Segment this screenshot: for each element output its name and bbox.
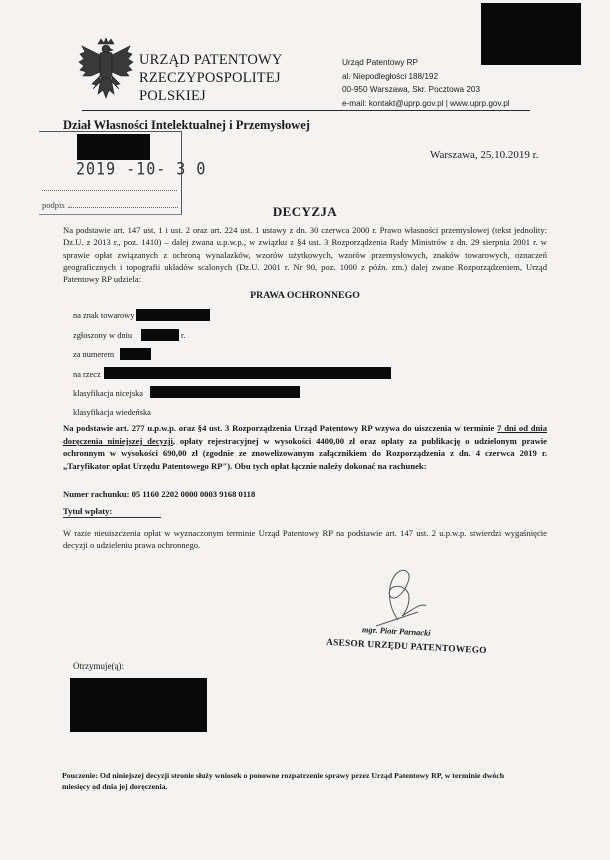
payment-text-1: Na podstawie art. 277 u.p.w.p. oraz §4 ust. 3 Rozporządzenia Urząd Patentowy RP wzywa do uiszczenia w terminie (63, 423, 498, 433)
handwritten-signature-icon (368, 566, 448, 628)
signatory-name: mgr. Piotr Parnacki (361, 625, 431, 638)
polish-eagle-emblem-icon (78, 38, 134, 104)
redaction-recipient (70, 678, 207, 732)
header-divider (82, 110, 530, 111)
office-name-line-1: URZĄD PATENTOWY (139, 52, 283, 68)
transfer-title-label: Tytuł wpłaty: (63, 506, 113, 516)
payment-paragraph (63, 422, 547, 472)
redaction-stamp (77, 134, 150, 160)
redaction-header (481, 3, 581, 65)
department-name: Dział Własności Intelektualnej i Przemysłowej (63, 118, 310, 132)
contact-street: al. Niepodległości 188/192 (342, 71, 439, 81)
field-filed-on-suffix: r. (181, 331, 186, 340)
transfer-title-underline (63, 517, 161, 518)
office-name (139, 51, 283, 105)
contact-city: 00-950 Warszawa, Skr. Pocztowa 203 (342, 85, 481, 94)
redaction-trademark (136, 309, 210, 321)
document-subtitle: PRAWA OCHRONNEGO (250, 290, 360, 301)
stamp-signature-label: podpis (42, 200, 65, 210)
field-nice-label: klasyfikacja nicejska (73, 389, 143, 398)
field-filed-on-label: zgłoszony w dniu (73, 331, 133, 340)
redaction-owner (104, 367, 391, 379)
recipients-label: Otrzymuje(ą): (73, 661, 124, 671)
stamp-dotted-line (42, 190, 177, 191)
stamp-date: 2019 -10- 3 0 (76, 158, 207, 180)
appeal-notice: Pouczenie: Od niniejszej decyzji stronie służy wniosek o ponowne rozpatrzenie sprawy przez Urząd Patentowy RP, w terminie dwóch miesięcy od dnia jej doręczenia. (62, 771, 505, 791)
intro-paragraph: Na podstawie art. 147 ust. 1 i ust. 2 oraz art. 224 ust. 1 ustawy z dn. 30 czerwca 2000 r. Prawo własności przemysłowej (tekst jednolity: Dz.U. z 2013 r., poz. 1410) – dalej zwana u.p.w.p., w związku z §4 ust. 3 Rozporządzenia Rady Ministrów z dn. 29 sierpnia 2001 r. w sprawie opłat związanych z ochroną wynalazków, wzorów użytkowych, wzorów przemysłowych, znaków towarowych, oznaczeń geograficznych i topografii układów scalonych (Dz.U. 2001 r. Nr 90, poz. 1000 z późn. zm.) dalej zwane Rozporządzeniem, Urząd Patentowy RP udziela: (63, 225, 547, 285)
payment-text-2: , opłaty rejestracyjnej w wysokości 4400,00 zł oraz opłaty za publikację o udzielonym prawie ochronnym w wysokości 690,00 zł (zgodnie ze znowelizowanym załącznikiem do Rozporządzenia z dn. 4 czerwca 2019 r. „Taryfikator opłat Urzędu Patentowego RP"). Obu tych opłat łącznie należy dokonać na rachunek: (63, 435, 547, 471)
field-owner-label: na rzecz (73, 370, 101, 379)
account-number: Numer rachunku: 05 1160 2202 0000 0003 9168 0118 (63, 489, 256, 499)
field-vienna-label: klasyfikacja wiedeńska (73, 408, 151, 417)
redaction-nice (150, 386, 300, 398)
field-trademark-label: na znak towarowy (73, 311, 135, 320)
office-name-line-2: RZECZYPOSPOLITEJ (139, 70, 281, 86)
document-title: DECYZJA (272, 204, 338, 219)
payment-deadline: 7 dni od dnia doręczenia niniejszej decyzji (63, 423, 547, 446)
signatory-role: ASESOR URZĘDU PATENTOWEGO (325, 637, 487, 657)
expiry-paragraph: W razie nieuiszczenia opłat w wyznaczonym terminie Urząd Patentowy RP na podstawie art. 147 ust. 2 u.p.w.p. stwierdzi wygaśnięcie decyzji o udzieleniu prawa ochronnego. (63, 528, 547, 551)
redaction-filed-on (141, 329, 179, 341)
office-name-line-3: POLSKIEJ (139, 88, 206, 104)
field-number-label: za numerem (73, 350, 115, 359)
contact-email: e-mail: kontakt@uprp.gov.pl | www.uprp.gov.pl (342, 98, 510, 108)
place-date: Warszawa, 25.10.2019 r. (430, 149, 539, 161)
redaction-number (120, 348, 151, 360)
contact-name: Urząd Patentowy RP (342, 58, 418, 67)
